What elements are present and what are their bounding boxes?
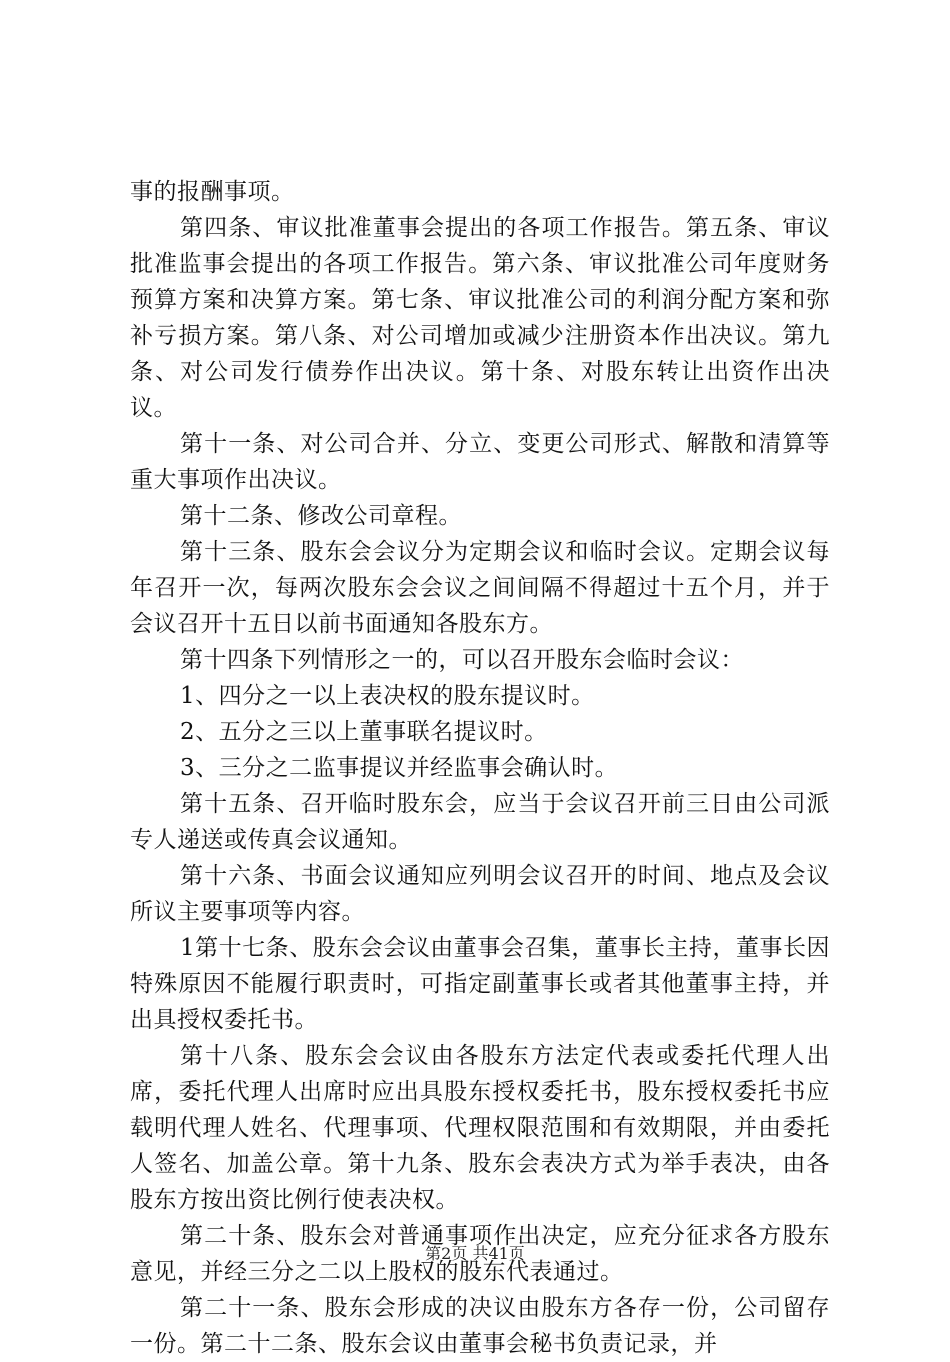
paragraph-article-17: 1第十七条、股东会会议由董事会召集，董事长主持，董事长因特殊原因不能履行职责时，可指定副董事长或者其他董事主持，并出具授权委托书。 (130, 935, 830, 1033)
paragraph-article-13: 第十三条、股东会会议分为定期会议和临时会议。定期会议每年召开一次，每两次股东会会议之间间隔不得超过十五个月，并于会议召开十五日以前书面通知各股东方。 (130, 539, 830, 637)
paragraph-article-18-19: 第十八条、股东会会议由各股东方法定代表或委托代理人出席，委托代理人出席时应出具股东授权委托书，股东授权委托书应载明代理人姓名、代理事项、代理权限范围和有效期限，并由委托人签名、加盖公章。第十九条、股东会表决方式为举手表决，由各股东方按出资比例行使表决权。 (130, 1043, 830, 1213)
paragraph-article-12: 第十二条、修改公司章程。 (180, 503, 462, 529)
paragraph-article-15: 第十五条、召开临时股东会，应当于会议召开前三日由公司派专人递送或传真会议通知。 (130, 791, 830, 853)
paragraph-continuation: 事的报酬事项。 (130, 179, 295, 205)
page-number-footer: 第2页 共41页 (425, 1244, 525, 1263)
paragraph-article-14: 第十四条下列情形之一的，可以召开股东会临时会议： (180, 647, 744, 673)
list-item-1: 1、四分之一以上表决权的股东提议时。 (180, 683, 595, 709)
paragraph-article-21-22: 第二十一条、股东会形成的决议由股东方各存一份，公司留存一份。第二十二条、股东会议由董事会秘书负责记录，并 (130, 1295, 830, 1357)
paragraph-article-20: 第二十条、股东会对普通事项作出决定，应充分征求各方股东意见，并经三分之二以上股权的股东代表通过。 (130, 1223, 830, 1285)
paragraph-article-16: 第十六条、书面会议通知应列明会议召开的时间、地点及会议所议主要事项等内容。 (130, 863, 830, 925)
document-body (130, 174, 830, 1362)
list-item-3: 3、三分之二监事提议并经监事会确认时。 (180, 755, 619, 781)
paragraph-article-4-10: 第四条、审议批准董事会提出的各项工作报告。第五条、审议批准监事会提出的各项工作报告。第六条、审议批准公司年度财务预算方案和决算方案。第七条、审议批准公司的利润分配方案和弥补亏损方案。第八条、对公司增加或减少注册资本作出决议。第九条、对公司发行债券作出决议。第十条、对股东转让出资作出决议。 (130, 215, 830, 421)
paragraph-article-11: 第十一条、对公司合并、分立、变更公司形式、解散和清算等重大事项作出决议。 (130, 431, 830, 493)
list-item-2: 2、五分之三以上董事联名提议时。 (180, 719, 548, 745)
